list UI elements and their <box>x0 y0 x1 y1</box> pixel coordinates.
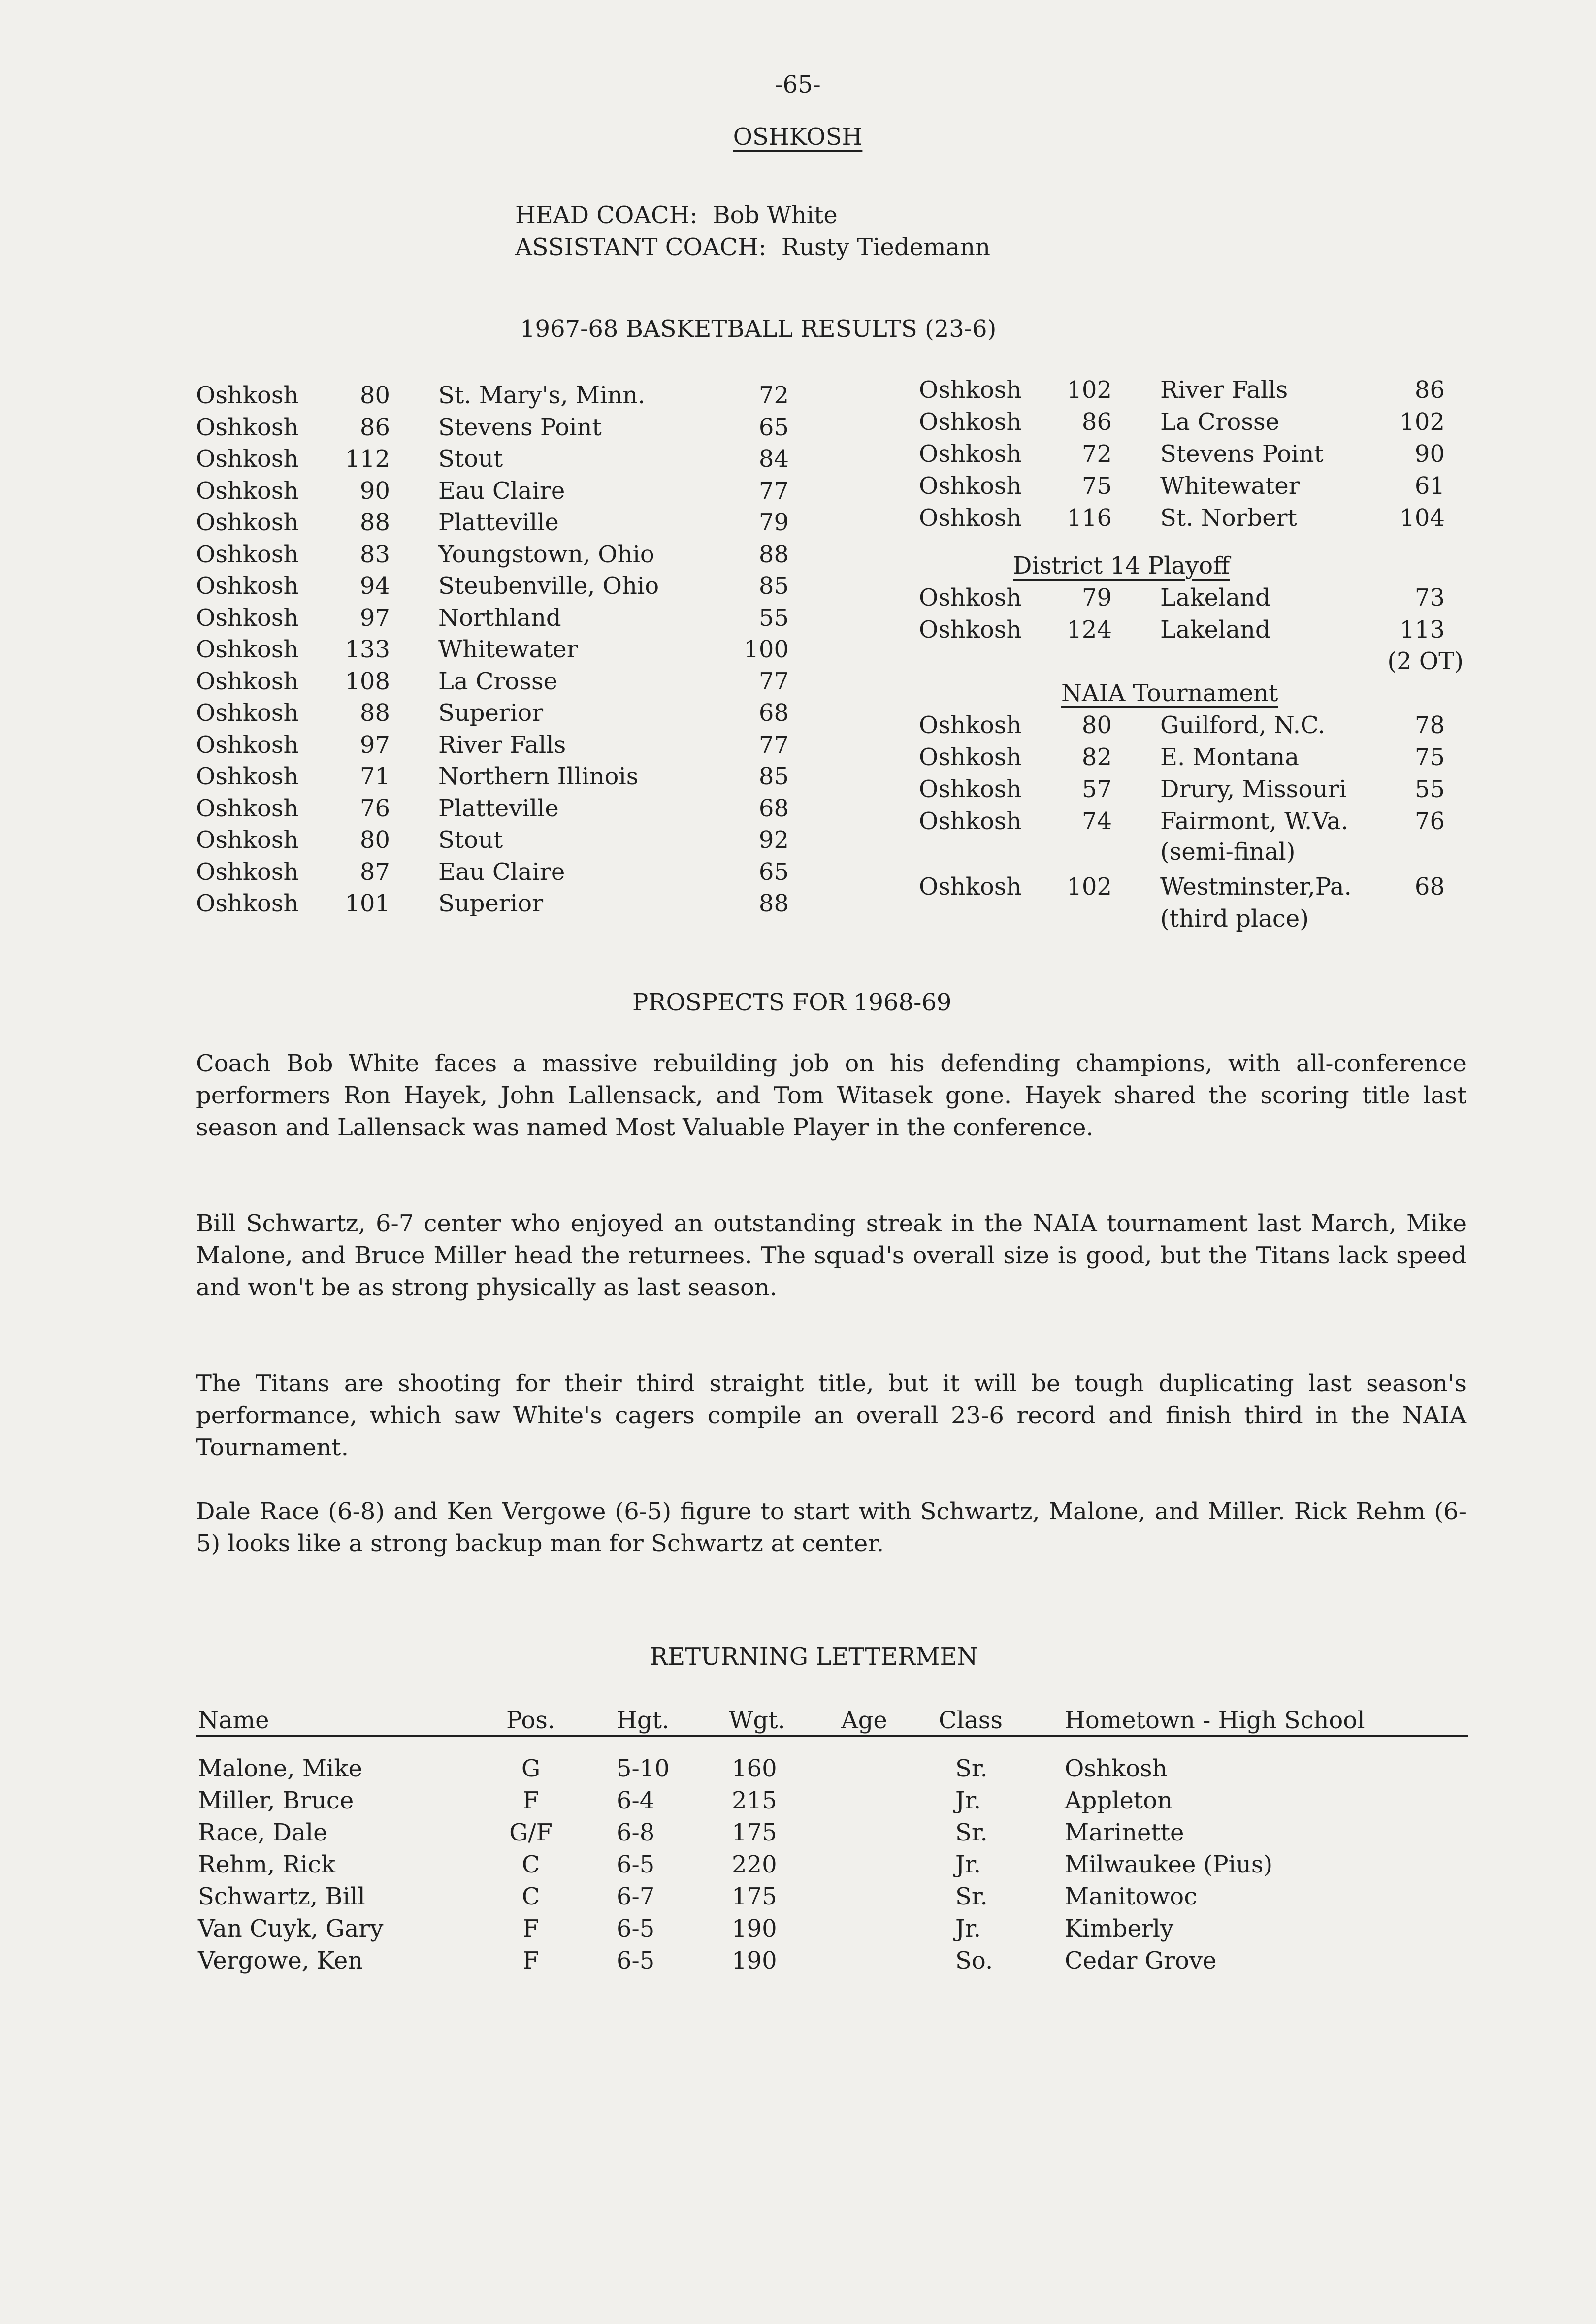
game-team: Oshkosh <box>919 584 1022 612</box>
letterman-class: Jr. <box>955 1851 981 1878</box>
lettermen-title: RETURNING LETTERMEN <box>650 1643 978 1671</box>
letterman-wgt: 160 <box>732 1755 777 1782</box>
game-score: 97 <box>359 731 390 759</box>
game-opp-score: 77 <box>758 667 789 695</box>
letterman-row <box>0 1913 1596 1945</box>
game-opp: Lakeland <box>1160 584 1270 612</box>
game-team: Oshkosh <box>196 572 299 600</box>
naia-semi-note: (semi-final) <box>1160 838 1296 866</box>
game-team: Oshkosh <box>196 858 299 886</box>
game-score: 97 <box>359 604 390 632</box>
letterman-hometown: Cedar Grove <box>1065 1947 1217 1974</box>
game-opp-score: 85 <box>758 572 789 600</box>
district-title: District 14 Playoff <box>1013 552 1230 580</box>
game-team: Oshkosh <box>196 636 299 663</box>
letterman-hometown: Marinette <box>1065 1819 1184 1846</box>
game-team: Oshkosh <box>196 477 299 505</box>
game-opp-score: 72 <box>758 382 789 409</box>
game-opp-score: 75 <box>1414 743 1445 771</box>
game-opp: E. Montana <box>1160 743 1299 771</box>
game-opp-score: 92 <box>758 826 789 854</box>
paragraph-1: Coach Bob White faces a massive rebuilding job on his defending champions, with all-conference performers Ron Hayek, John Lallensack, and Tom Witasek gone. Hayek shared the scoring title last season and Lallensack was named Most Valuable Player in the conference. <box>196 1050 1466 1141</box>
game-score: 75 <box>1081 472 1112 500</box>
game-score: 72 <box>1081 440 1112 468</box>
letterman-class: Sr. <box>955 1755 988 1782</box>
game-opp-score: 76 <box>1414 807 1445 835</box>
game-opp-score: 79 <box>758 509 789 536</box>
letterman-wgt: 175 <box>732 1819 777 1846</box>
header-rule <box>196 1735 1468 1737</box>
game-score: 76 <box>359 794 390 822</box>
letterman-wgt: 190 <box>732 1947 777 1974</box>
letterman-name: Vergowe, Ken <box>198 1947 363 1974</box>
game-opp-score: 113 <box>1400 616 1445 644</box>
game-row <box>0 742 1596 774</box>
game-score: 94 <box>359 572 390 600</box>
letterman-hgt: 6-5 <box>617 1851 655 1878</box>
game-team: Oshkosh <box>919 775 1022 803</box>
game-opp: La Crosse <box>438 667 557 695</box>
letterman-name: Race, Dale <box>198 1819 327 1846</box>
game-opp: Steubenville, Ohio <box>438 572 659 600</box>
game-row <box>0 502 1596 534</box>
header-name: Name <box>198 1707 269 1734</box>
game-score: 82 <box>1081 743 1112 771</box>
naia-third-note: (third place) <box>1160 905 1309 933</box>
letterman-wgt: 175 <box>732 1883 777 1910</box>
header-pos: Pos. <box>506 1707 555 1734</box>
game-row <box>0 539 1596 571</box>
paragraph-4: Dale Race (6-8) and Ken Vergowe (6-5) figure to start with Schwartz, Malone, and Miller. Rick Rehm (6-5) looks like a strong backup man for Schwartz at center. <box>196 1498 1466 1557</box>
game-opp-score: 65 <box>758 858 789 886</box>
game-opp-score: 84 <box>758 445 789 473</box>
game-opp: River Falls <box>438 731 566 759</box>
game-score: 90 <box>359 477 390 505</box>
game-team: Oshkosh <box>919 616 1022 644</box>
game-opp: Westminster,Pa. <box>1160 873 1352 901</box>
letterman-hgt: 5-10 <box>617 1755 670 1782</box>
game-score: 80 <box>359 382 390 409</box>
game-opp: Northern Illinois <box>438 763 639 790</box>
game-team: Oshkosh <box>196 413 299 441</box>
game-row <box>0 438 1596 470</box>
header-class: Class <box>939 1707 1003 1734</box>
letterman-hometown: Appleton <box>1065 1787 1173 1814</box>
game-opp-score: 73 <box>1414 584 1445 612</box>
game-opp: Superior <box>438 699 544 727</box>
letterman-hgt: 6-7 <box>617 1883 655 1910</box>
letterman-wgt: 190 <box>732 1915 777 1942</box>
letterman-pos: G <box>521 1755 541 1782</box>
game-opp: Eau Claire <box>438 858 565 886</box>
game-score: 116 <box>1067 504 1112 532</box>
game-opp-score: 77 <box>758 731 789 759</box>
letterman-class: Jr. <box>955 1787 981 1814</box>
letterman-row <box>0 1945 1596 1977</box>
game-score: 86 <box>1081 408 1112 436</box>
game-opp-score: 90 <box>1414 440 1445 468</box>
game-opp-score: 88 <box>758 890 789 917</box>
letterman-class: Jr. <box>955 1915 981 1942</box>
game-opp: Youngstown, Ohio <box>438 540 654 568</box>
letterman-row <box>0 1753 1596 1785</box>
game-opp-score: 88 <box>758 540 789 568</box>
letterman-pos: G/F <box>509 1819 553 1846</box>
game-team: Oshkosh <box>919 711 1022 739</box>
game-score: 80 <box>359 826 390 854</box>
game-opp: River Falls <box>1160 376 1288 404</box>
game-team: Oshkosh <box>919 440 1022 468</box>
game-opp: Stevens Point <box>1160 440 1324 468</box>
game-score: 101 <box>345 890 390 917</box>
game-team: Oshkosh <box>196 826 299 854</box>
game-opp-score: 55 <box>1414 775 1445 803</box>
game-score: 108 <box>345 667 390 695</box>
game-opp: Stout <box>438 445 503 473</box>
letterman-hometown: Manitowoc <box>1065 1883 1198 1910</box>
game-opp-score: 78 <box>1414 711 1445 739</box>
lettermen-header-row <box>0 1705 1596 1737</box>
game-row <box>0 871 1596 903</box>
game-score: 88 <box>359 509 390 536</box>
game-opp-score: 55 <box>758 604 789 632</box>
game-opp-score: 104 <box>1400 504 1445 532</box>
game-team: Oshkosh <box>919 807 1022 835</box>
game-row <box>0 774 1596 806</box>
letterman-row <box>0 1881 1596 1913</box>
header-wgt: Wgt. <box>729 1707 785 1734</box>
game-team: Oshkosh <box>196 604 299 632</box>
letterman-pos: F <box>522 1947 539 1974</box>
letterman-class: Sr. <box>955 1819 988 1846</box>
letterman-class: Sr. <box>955 1883 988 1910</box>
letterman-class: So. <box>955 1947 993 1974</box>
game-team: Oshkosh <box>919 472 1022 500</box>
game-score: 133 <box>345 636 390 663</box>
letterman-hometown: Oshkosh <box>1065 1755 1168 1782</box>
game-opp-score: 86 <box>1414 376 1445 404</box>
game-team: Oshkosh <box>196 509 299 536</box>
game-opp: Northland <box>438 604 561 632</box>
game-score: 102 <box>1067 873 1112 901</box>
letterman-wgt: 215 <box>732 1787 777 1814</box>
game-opp: Whitewater <box>1160 472 1300 500</box>
game-score: 80 <box>1081 711 1112 739</box>
game-score: 88 <box>359 699 390 727</box>
game-opp: Stout <box>438 826 503 854</box>
game-opp-score: 68 <box>758 699 789 727</box>
game-score: 124 <box>1067 616 1112 644</box>
letterman-pos: C <box>521 1883 540 1910</box>
game-team: Oshkosh <box>196 540 299 568</box>
game-row <box>0 614 1596 646</box>
team-title: OSHKOSH <box>733 123 863 151</box>
letterman-name: Miller, Bruce <box>198 1787 354 1814</box>
game-team: Oshkosh <box>919 376 1022 404</box>
results-title: 1967-68 BASKETBALL RESULTS (23-6) <box>520 315 997 343</box>
letterman-row <box>0 1817 1596 1849</box>
letterman-pos: F <box>522 1787 539 1814</box>
letterman-hgt: 6-8 <box>617 1819 655 1846</box>
game-team: Oshkosh <box>196 382 299 409</box>
letterman-name: Schwartz, Bill <box>198 1883 365 1910</box>
prospects-title: PROSPECTS FOR 1968-69 <box>632 989 952 1016</box>
game-team: Oshkosh <box>196 445 299 473</box>
game-opp: La Crosse <box>1160 408 1279 436</box>
game-row <box>0 582 1596 614</box>
game-opp: Eau Claire <box>438 477 565 505</box>
header-hometown: Hometown - High School <box>1065 1707 1365 1734</box>
letterman-hometown: Milwaukee (Pius) <box>1065 1851 1273 1878</box>
game-row <box>0 374 1596 406</box>
paragraph-3: The Titans are shooting for their third straight title, but it will be tough duplicating last season's performance, which saw White's cagers compile an overall 23-6 record and finish third in the NAIA Tournament. <box>196 1370 1466 1461</box>
game-opp: Drury, Missouri <box>1160 775 1347 803</box>
game-opp-score: 68 <box>1414 873 1445 901</box>
paragraph-2: Bill Schwartz, 6-7 center who enjoyed an outstanding streak in the NAIA tournament last March, Mike Malone, and Bruce Miller head the returnees. The squad's overall size is good, but the Titans lack speed and won't be as strong physically as last season. <box>196 1210 1466 1301</box>
letterman-row <box>0 1785 1596 1817</box>
game-opp: Stevens Point <box>438 413 602 441</box>
game-opp: Platteville <box>438 509 559 536</box>
letterman-pos: C <box>521 1851 540 1878</box>
game-team: Oshkosh <box>919 504 1022 532</box>
game-team: Oshkosh <box>919 408 1022 436</box>
head-coach: HEAD COACH: Bob White <box>515 201 838 229</box>
game-opp: St. Norbert <box>1160 504 1297 532</box>
letterman-hgt: 6-5 <box>617 1915 655 1942</box>
game-team: Oshkosh <box>919 873 1022 901</box>
letterman-name: Van Cuyk, Gary <box>198 1915 384 1942</box>
game-opp: Whitewater <box>438 636 578 663</box>
game-opp: Superior <box>438 890 544 917</box>
game-score: 86 <box>359 413 390 441</box>
game-opp-score: 85 <box>758 763 789 790</box>
game-score: 74 <box>1081 807 1112 835</box>
header-hgt: Hgt. <box>617 1707 670 1734</box>
game-team: Oshkosh <box>196 667 299 695</box>
game-opp: Fairmont, W.Va. <box>1160 807 1349 835</box>
game-score: 83 <box>359 540 390 568</box>
game-opp-score: 102 <box>1400 408 1445 436</box>
game-opp: Lakeland <box>1160 616 1270 644</box>
letterman-wgt: 220 <box>732 1851 777 1878</box>
game-row <box>0 470 1596 502</box>
letterman-name: Malone, Mike <box>198 1755 362 1782</box>
game-opp-score: 68 <box>758 794 789 822</box>
game-team: Oshkosh <box>196 763 299 790</box>
page-number: -65- <box>775 71 821 98</box>
game-opp-score: 77 <box>758 477 789 505</box>
game-row <box>0 666 1596 698</box>
game-opp-score: 100 <box>744 636 789 663</box>
game-team: Oshkosh <box>196 890 299 917</box>
game-opp-score: 65 <box>758 413 789 441</box>
game-opp: Platteville <box>438 794 559 822</box>
letterman-hgt: 6-4 <box>617 1787 655 1814</box>
game-opp-score: 61 <box>1414 472 1445 500</box>
game-row <box>0 710 1596 742</box>
game-opp: St. Mary's, Minn. <box>438 382 646 409</box>
game-team: Oshkosh <box>919 743 1022 771</box>
naia-title: NAIA Tournament <box>1061 679 1278 707</box>
game-team: Oshkosh <box>196 699 299 727</box>
game-score: 57 <box>1081 775 1112 803</box>
game-score: 71 <box>359 763 390 790</box>
header-age: Age <box>841 1707 887 1734</box>
letterman-hgt: 6-5 <box>617 1947 655 1974</box>
game-score: 79 <box>1081 584 1112 612</box>
game-row <box>0 806 1596 838</box>
game-opp: Guilford, N.C. <box>1160 711 1326 739</box>
game-score: 87 <box>359 858 390 886</box>
letterman-hometown: Kimberly <box>1065 1915 1174 1942</box>
game-team: Oshkosh <box>196 794 299 822</box>
district-note: (2 OT) <box>1387 647 1464 675</box>
letterman-row <box>0 1849 1596 1881</box>
assistant-coach: ASSISTANT COACH: Rusty Tiedemann <box>515 233 990 261</box>
letterman-pos: F <box>522 1915 539 1942</box>
game-team: Oshkosh <box>196 731 299 759</box>
letterman-name: Rehm, Rick <box>198 1851 335 1878</box>
game-score: 112 <box>345 445 390 473</box>
game-row <box>0 406 1596 438</box>
game-score: 102 <box>1067 376 1112 404</box>
